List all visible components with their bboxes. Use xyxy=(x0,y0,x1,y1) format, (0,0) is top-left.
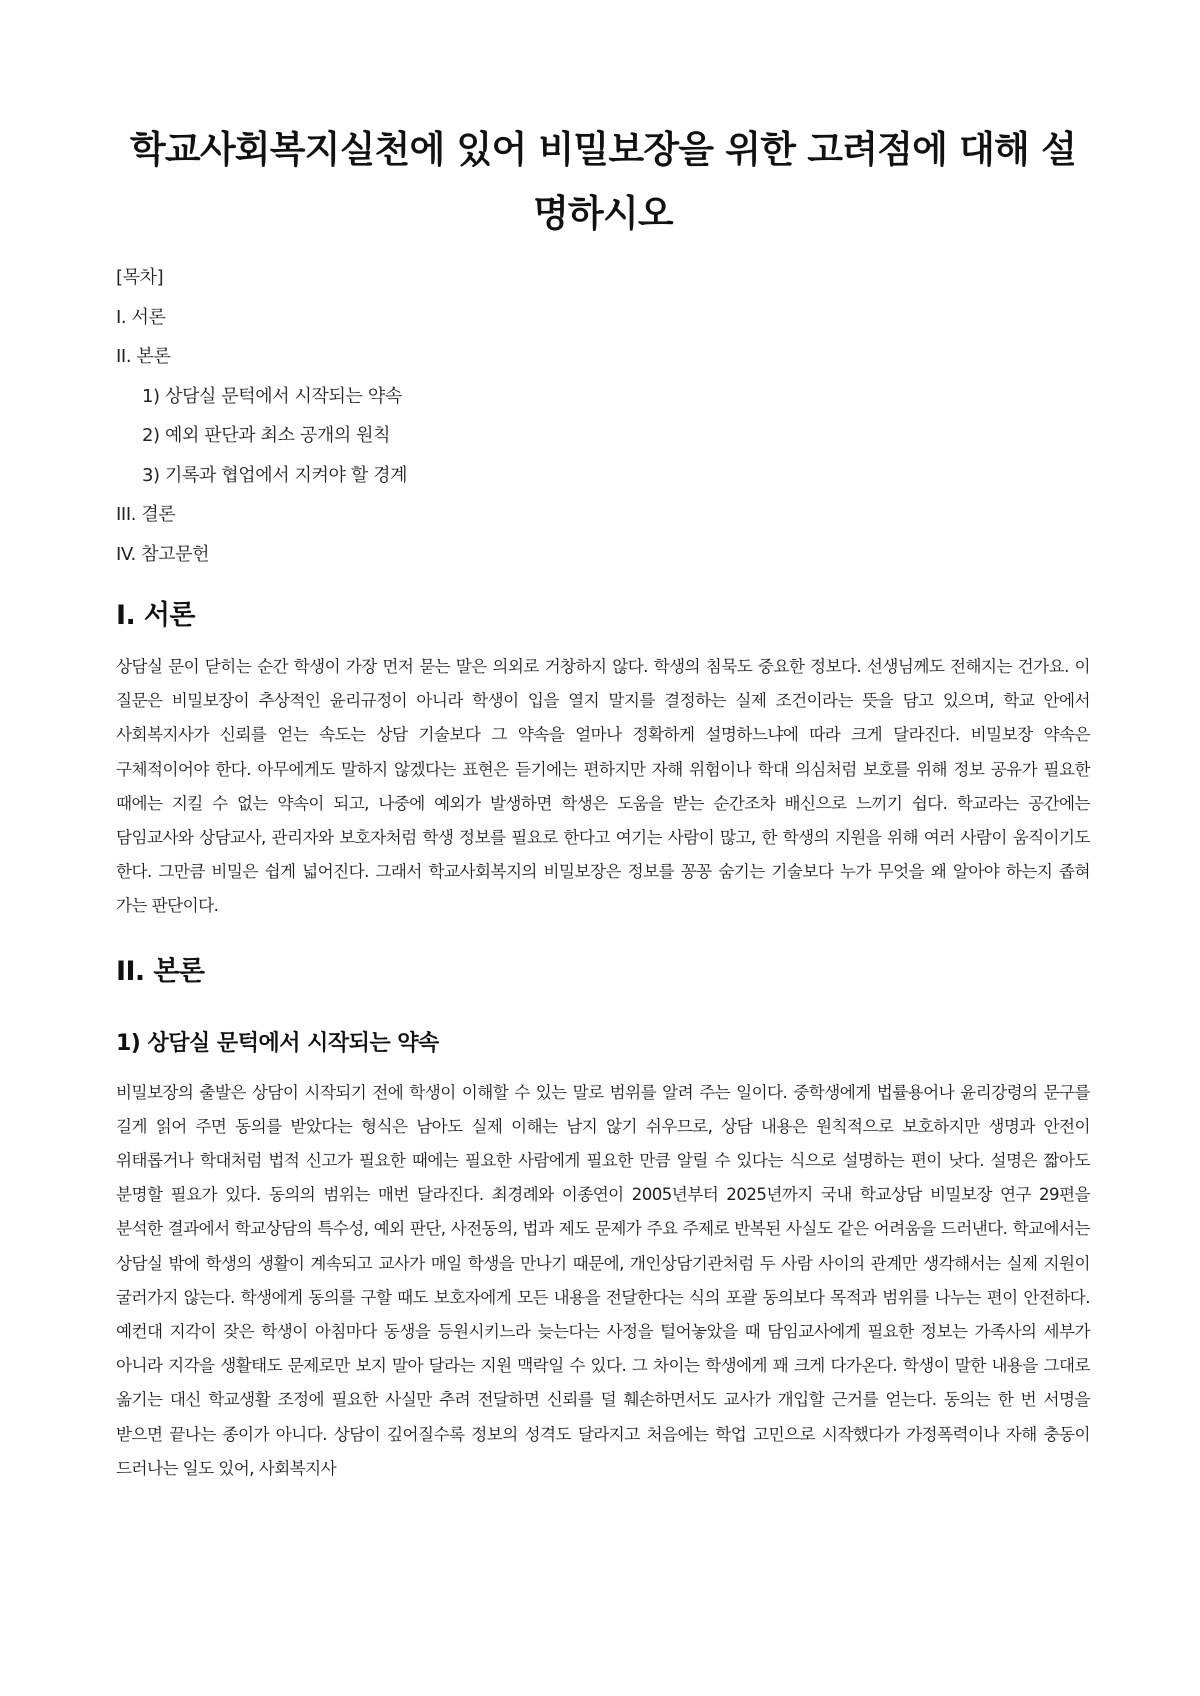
toc-item-conclusion: III. 결론 xyxy=(116,504,176,525)
toc-item-body-1: 1) 상담실 문턱에서 시작되는 약속 xyxy=(142,385,402,407)
table-of-contents xyxy=(116,258,1090,574)
intro-paragraph: 상담실 문이 닫히는 순간 학생이 가장 먼저 묻는 말은 의외로 거창하지 않다. 학생의 침묵도 중요한 정보다. 선생님께도 전해지는 건가요. 이 질문은 비밀보장이 추상적인 윤리규정이 아니라 학생이 입을 열지 말지를 결정하는 실제 조건이라는 뜻을 담고 있으며, 학교 안에서 사회복지사가 신뢰를 얻는 속도는 상담 기술보다 그 약속을 얼마나 정확하게 설명하느냐에 따라 크게 달라진다. 비밀보장 약속은 구체적이어야 한다. 아무에게도 말하지 않겠다는 표현은 듣기에는 편하지만 자해 위험이나 학대 의심처럼 보호를 위해 정보 공유가 필요한 때에는 지킬 수 없는 약속이 되고, 나중에 예외가 발생하면 학생은 도움을 받는 순간조차 배신으로 느끼기 쉽다. 학교라는 공간에는 담임교사와 상담교사, 관리자와 보호자처럼 학생 정보를 필요로 한다고 여기는 사람이 많고, 한 학생의 지원을 위해 여러 사람이 움직이기도 한다. 그만큼 비밀은 쉽게 넓어진다. 그래서 학교사회복지의 비밀보장은 정보를 꽁꽁 숨기는 기술보다 누가 무엇을 왜 알아야 하는지 좁혀 가는 판단이다. xyxy=(116,657,1090,916)
toc-item-body-2: 2) 예외 판단과 최소 공개의 원칙 xyxy=(142,425,391,446)
toc-item-intro: I. 서론 xyxy=(116,306,166,328)
subsection-heading-1: 1) 상담실 문턱에서 시작되는 약속 xyxy=(116,1030,439,1056)
toc-item-body-3: 3) 기록과 협업에서 지켜야 할 경계 xyxy=(142,464,408,486)
toc-item-references: IV. 참고문헌 xyxy=(116,543,210,565)
toc-heading: [목차] xyxy=(116,267,164,288)
subsection-1-paragraph: 비밀보장의 출발은 상담이 시작되기 전에 학생이 이해할 수 있는 말로 범위를 알려 주는 일이다. 중학생에게 법률용어나 윤리강령의 문구를 길게 읽어 주면 동의를 받았다는 형식은 남아도 실제 이해는 남지 않기 쉬우므로, 상담 내용은 원칙적으로 보호하지만 생명과 안전이 위태롭거나 학대처럼 법적 신고가 필요한 때에는 필요한 사람에게 필요한 만큼 알릴 수 있다는 식으로 설명하는 편이 낫다. 설명은 짧아도 분명할 필요가 있다. 동의의 범위는 매번 달라진다. 최경례와 이종연이 2005년부터 2025년까지 국내 학교상담 비밀보장 연구 29편을 분석한 결과에서 학교상담의 특수성, 예외 판단, 사전동의, 법과 제도 문제가 주요 주제로 반복된 사실도 같은 어려움을 드러낸다. 학교에서는 상담실 밖에 학생의 생활이 계속되고 교사가 매일 학생을 만나기 때문에, 개인상담기관처럼 두 사람 사이의 관계만 생각해서는 실제 지원이 굴러가지 않는다. 학생에게 동의를 구할 때도 보호자에게 모든 내용을 전달한다는 식의 포괄 동의보다 목적과 범위를 나누는 편이 안전하다. 예컨대 지각이 잦은 학생이 아침마다 동생을 등원시키느라 늦는다는 사정을 털어놓았을 때 담임교사에게 필요한 정보는 가족사의 세부가 아니라 지각을 생활태도 문제로만 보지 말아 달라는 지원 맥락일 수 있다. 그 차이는 학생에게 꽤 크게 다가온다. 학생이 말한 내용을 그대로 옮기는 대신 학교생활 조정에 필요한 사실만 추려 전달하면 신뢰를 덜 훼손하면서도 교사가 개입할 근거를 얻는다. 동의는 한 번 서명을 받으면 끝나는 종이가 아니다. 상담이 깊어질수록 정보의 성격도 달라지고 처음에는 학업 고민으로 시작했다가 가정폭력이나 자해 충동이 드러나는 일도 있어, 사회복지사 xyxy=(116,1082,1090,1478)
section-heading-body: II. 본론 xyxy=(116,955,205,987)
toc-item-body: II. 본론 xyxy=(116,346,171,367)
document-title: 학교사회복지실천에 있어 비밀보장을 위한 고려점에 대해 설명하시오 xyxy=(129,128,1077,235)
section-heading-intro: I. 서론 xyxy=(116,600,195,631)
